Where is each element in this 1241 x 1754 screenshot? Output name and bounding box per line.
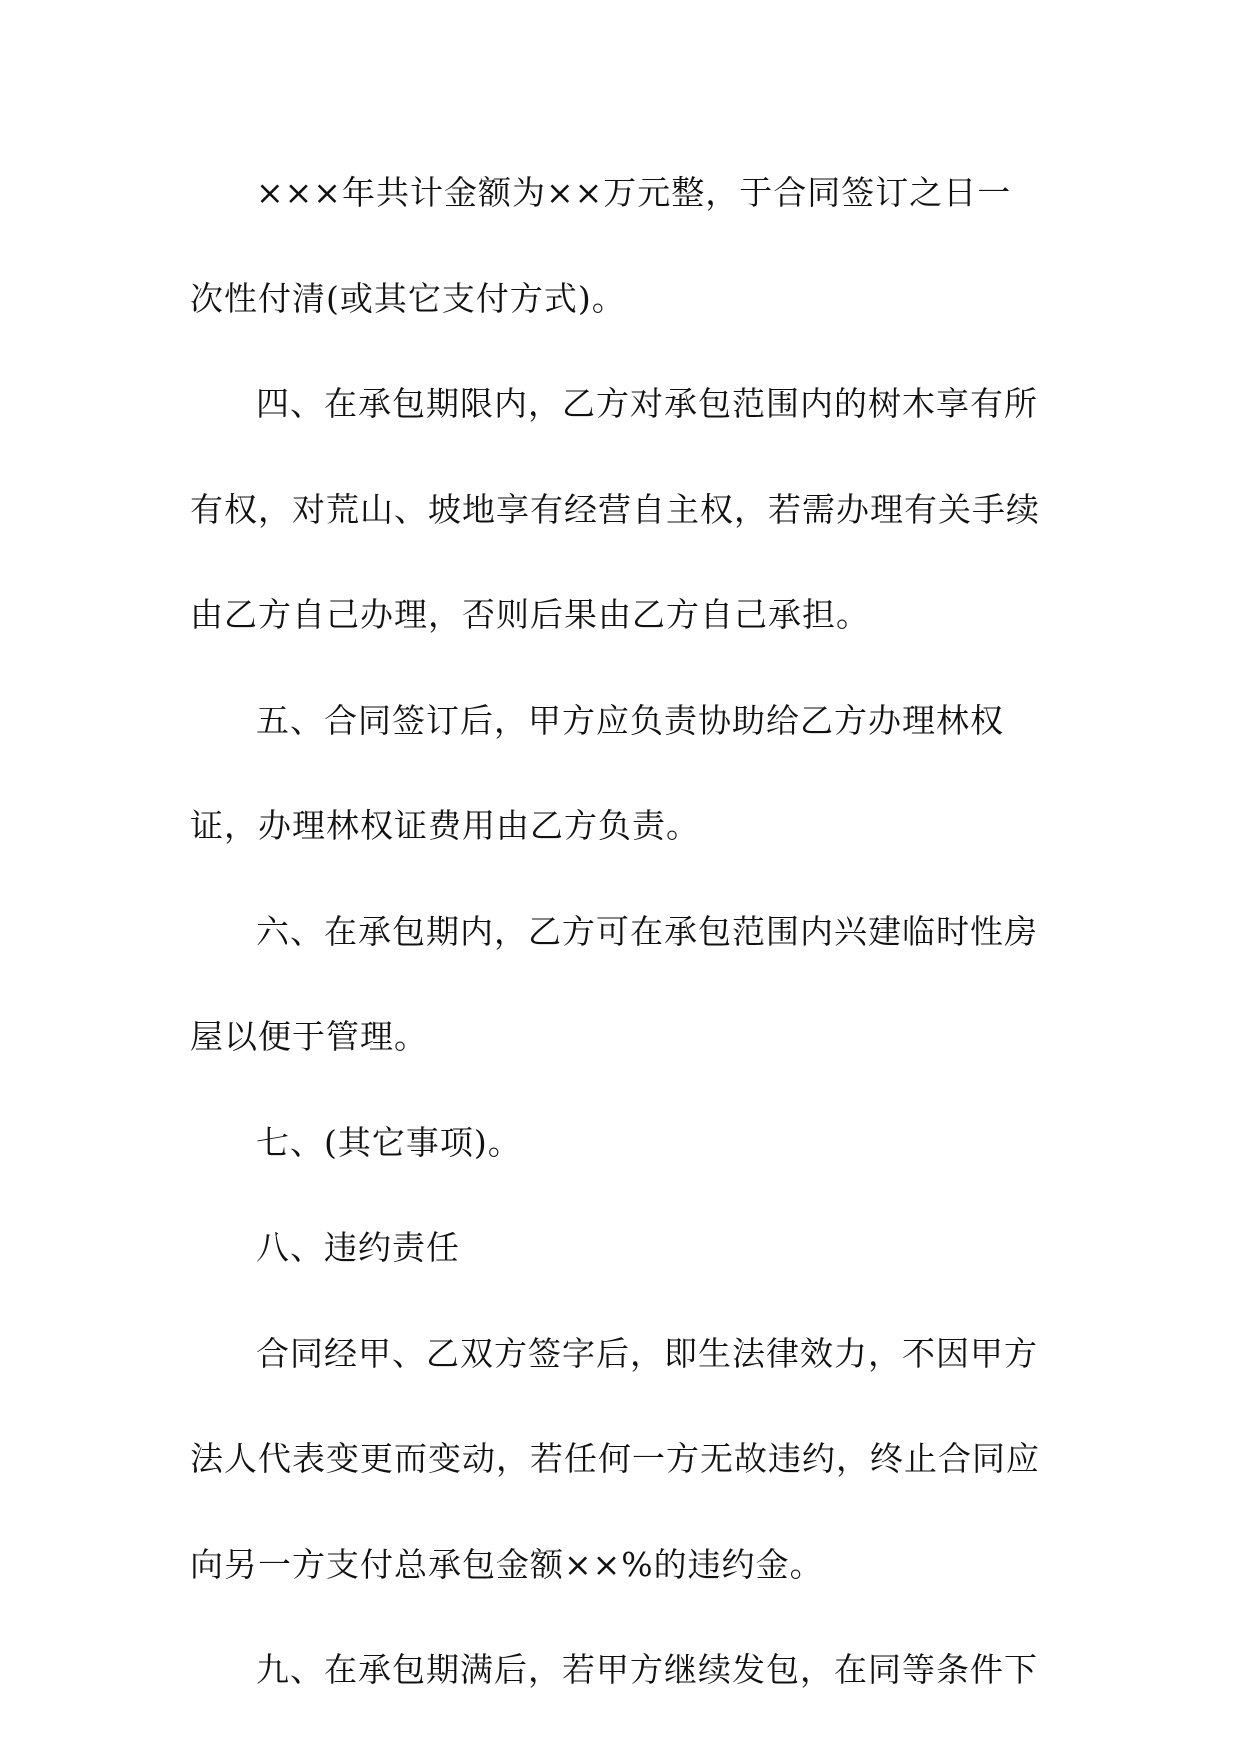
clause-5-line-1: 五、合同签订后，甲方应负责协助给乙方办理林权 xyxy=(256,700,1004,740)
clause-8-heading: 八、违约责任 xyxy=(256,1228,460,1267)
text-line-2: 次性付清(或其它支付方式)。 xyxy=(190,278,626,318)
clause-4-line-3: 由乙方自己办理，否则后果由乙方自己承担。 xyxy=(190,595,870,634)
text-line-1: ×××年共计金额为××万元整，于合同签订之日一 xyxy=(256,173,1012,212)
clause-4-line-1: 四、在承包期限内，乙方对承包范围内的树木享有所 xyxy=(256,384,1038,423)
clause-8-line-2: 法人代表变更而变动，若任何一方无故违约，终止合同应 xyxy=(190,1439,1040,1478)
contract-body xyxy=(190,170,1040,1753)
clause-6-line-1: 六、在承包期内，乙方可在承包范围内兴建临时性房 xyxy=(256,911,1038,951)
clause-9-line-1: 九、在承包期满后，若甲方继续发包，在同等条件下 xyxy=(256,1650,1038,1689)
clause-4-line-2: 有权，对荒山、坡地享有经营自主权，若需办理有关手续 xyxy=(190,489,1040,529)
clause-8-line-3: 向另一方支付总承包金额××%的违约金。 xyxy=(190,1544,824,1584)
clause-7: 七、(其它事项)。 xyxy=(256,1122,522,1162)
clause-8-line-1: 合同经甲、乙双方签字后，即生法律效力，不因甲方 xyxy=(256,1333,1038,1373)
clause-5-line-2: 证，办理林权证费用由乙方负责。 xyxy=(190,806,700,845)
clause-6-line-2: 屋以便于管理。 xyxy=(190,1017,428,1056)
